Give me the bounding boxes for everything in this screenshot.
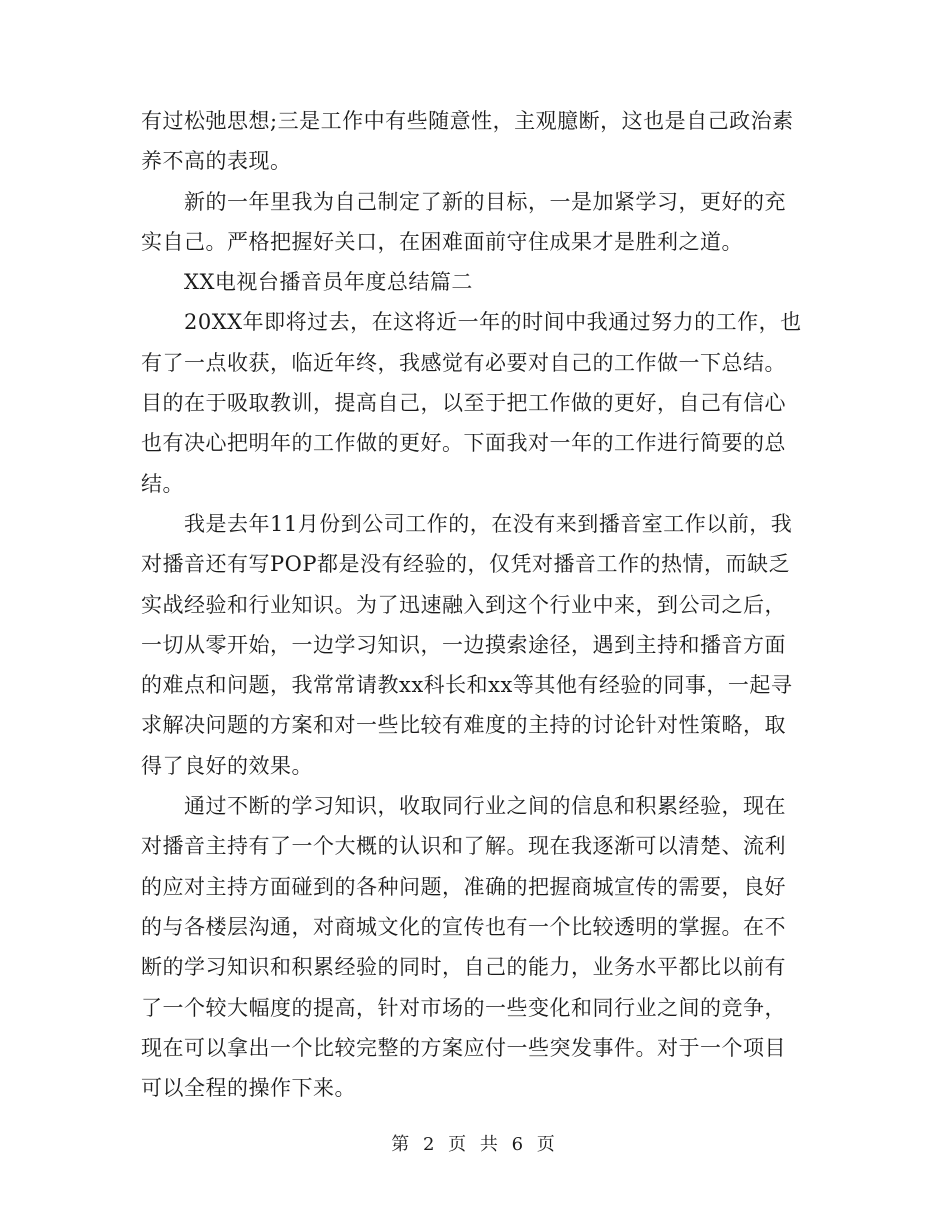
text-line: 得了良好的效果。 <box>141 753 313 778</box>
text-line: 目的在于吸取教训，提高自己，以至于把工作做的更好，自己有信心 <box>141 391 786 416</box>
text-line: 的与各楼层沟通，对商城文化的宣传也有一个比较透明的掌握。在不 <box>141 914 786 939</box>
text-line: 对播音还有写POP都是没有经验的，仅凭对播音工作的热情，而缺乏 <box>141 552 790 577</box>
text-line: 20XX年即将过去，在这将近一年的时间中我通过努力的工作，也 <box>141 310 802 335</box>
text-line: 可以全程的操作下来。 <box>141 1076 356 1101</box>
text-line: 也有决心把明年的工作做的更好。下面我对一年的工作进行简要的总 <box>141 431 786 456</box>
text-line: 有了一点收获，临近年终，我感觉有必要对自己的工作做一下总结。 <box>141 350 786 375</box>
section-heading: XX电视台播音员年度总结篇二 <box>141 270 473 295</box>
document-body <box>141 101 813 1108</box>
text-line: 新的一年里我为自己制定了新的目标，一是加紧学习，更好的充 <box>141 189 786 214</box>
text-line: 通过不断的学习知识，收取同行业之间的信息和积累经验，现在 <box>141 794 786 819</box>
text-line: 求解决问题的方案和对一些比较有难度的主持的讨论针对性策略，取 <box>141 713 786 738</box>
text-line: 现在可以拿出一个比较完整的方案应付一些突发事件。对于一个项目 <box>141 1035 786 1060</box>
text-line: 有过松弛思想;三是工作中有些随意性，主观臆断，这也是自己政治素 <box>141 109 794 133</box>
page-number-footer: 第 2 页 共 6 页 <box>391 1134 559 1155</box>
text-line: 养不高的表现。 <box>141 149 292 174</box>
text-line: 结。 <box>141 471 184 496</box>
text-line: 对播音主持有了一个大概的认识和了解。现在我逐渐可以清楚、流利 <box>141 834 786 859</box>
text-line: 实战经验和行业知识。为了迅速融入到这个行业中来，到公司之后， <box>141 592 786 617</box>
text-line: 我是去年11月份到公司工作的，在没有来到播音室工作以前，我 <box>141 511 793 536</box>
text-line: 的难点和问题，我常常请教xx科长和xx等其他有经验的同事，一起寻 <box>141 673 793 698</box>
text-line: 了一个较大幅度的提高，针对市场的一些变化和同行业之间的竞争， <box>141 995 786 1020</box>
text-line: 实自己。严格把握好关口，在困难面前守住成果才是胜利之道。 <box>141 229 743 254</box>
text-line: 一切从零开始，一边学习知识，一边摸索途径，遇到主持和播音方面 <box>141 632 786 657</box>
text-line: 断的学习知识和积累经验的同时，自己的能力，业务水平都比以前有 <box>141 955 786 980</box>
text-line: 的应对主持方面碰到的各种问题，准确的把握商城宣传的需要，良好 <box>141 874 786 899</box>
